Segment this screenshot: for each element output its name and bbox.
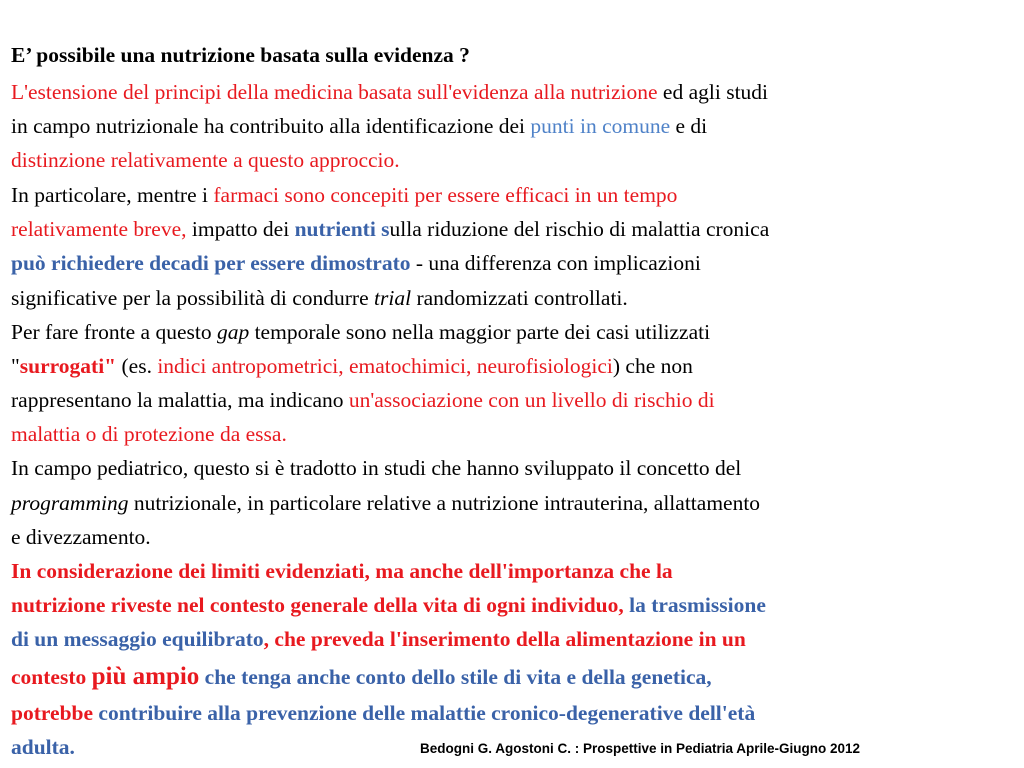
text-line (11, 283, 628, 313)
italic-span: gap (216, 320, 250, 344)
citation-footer: Bedogni G. Agostoni C. : Prospettive in Pediatria Aprile-Giugno 2012 (420, 741, 861, 756)
text-span: nutrizionale, in particolare relative a nutrizione intrauterina, allattamento (128, 491, 761, 515)
text-span: Per fare fronte a questo (11, 320, 217, 344)
red-bold-span: surrogati" (19, 354, 117, 378)
text-line (11, 145, 400, 175)
text-span: rappresentano la malattia, ma indicano (11, 388, 349, 412)
red-bold-span: potrebbe (11, 701, 94, 725)
blue-bold-span: contribuire alla prevenzione delle malattie cronico-degenerative dell'età (93, 701, 756, 725)
text-line (11, 488, 760, 518)
question-text: E’ possibile una nutrizione basata sulla evidenza ? (11, 43, 470, 67)
text-span: e di (670, 114, 708, 138)
red-span: relativamente breve, (11, 217, 187, 241)
text-span: ulla riduzione del rischio di malattia cronica (389, 217, 770, 241)
red-span: indici antropometrici, ematochimici, neurofisiologici (157, 354, 613, 378)
text-line (11, 214, 769, 244)
text-span: (es. (116, 354, 158, 378)
text-span: temporale sono nella maggior parte dei casi utilizzati (249, 320, 711, 344)
text-line (11, 453, 741, 483)
text-span: In particolare, mentre i (11, 183, 214, 207)
blue-bold-span: di un messaggio equilibrato (11, 627, 264, 651)
text-span: impatto dei (186, 217, 295, 241)
text-line (11, 419, 287, 449)
text-span: significative per la possibilità di condurre (11, 286, 375, 310)
text-span: e divezzamento. (11, 525, 151, 549)
text-line (11, 111, 707, 141)
red-span: un'associazione con un livello di rischio di (348, 388, 715, 412)
text-line (11, 351, 693, 381)
conclusion-line (11, 590, 766, 620)
italic-span: programming (11, 491, 129, 515)
text-span: In campo pediatrico, questo si è tradotto in studi che hanno sviluppato il concetto del (11, 456, 742, 480)
light-blue-span: punti in comune (530, 114, 671, 138)
red-bold-span: In considerazione dei limiti evidenziati, ma anche dell'importanza che la (11, 559, 673, 583)
text-span: - una differenza con implicazioni (410, 251, 701, 275)
blue-bold-span: adulta. (11, 735, 75, 759)
text-line (11, 248, 701, 278)
red-bold-span: , che preveda l'inserimento della alimentazione in un (263, 627, 746, 651)
text-line (11, 317, 710, 347)
text-span: randomizzati controllati. (411, 286, 628, 310)
conclusion-line (11, 662, 712, 692)
blue-bold-span: nutrienti s (294, 217, 390, 241)
question-heading (11, 40, 470, 70)
text-line (11, 77, 768, 107)
conclusion-line (11, 624, 746, 654)
blue-bold-span: può richiedere decadi per essere dimostrato (11, 251, 411, 275)
conclusion-line (11, 556, 673, 586)
text-span: in campo nutrizionale ha contribuito alla identificazione dei (11, 114, 531, 138)
red-bold-span: nutrizione riveste nel contesto generale della vita di ogni individuo, (11, 593, 624, 617)
red-span: malattia o di protezione da essa. (11, 422, 287, 446)
text-line (11, 385, 715, 415)
red-span: farmaci sono concepiti per essere efficaci in un tempo (213, 183, 678, 207)
red-bold-span: contesto (11, 665, 92, 689)
conclusion-line (11, 732, 75, 762)
red-large-span: più ampio (91, 663, 200, 690)
red-span: distinzione relativamente a questo approccio. (11, 148, 400, 172)
text-span: ) che non (612, 354, 693, 378)
blue-bold-span: la trasmissione (623, 593, 766, 617)
text-span: " (11, 354, 20, 378)
italic-span: trial (374, 286, 412, 310)
text-line (11, 180, 677, 210)
red-span: L'estensione del principi della medicina basata sull'evidenza alla nutrizione (11, 80, 658, 104)
blue-bold-span: che tenga anche conto dello stile di vita e della genetica, (199, 665, 712, 689)
text-line (11, 522, 151, 552)
conclusion-line (11, 698, 755, 728)
text-span: ed agli studi (657, 80, 769, 104)
